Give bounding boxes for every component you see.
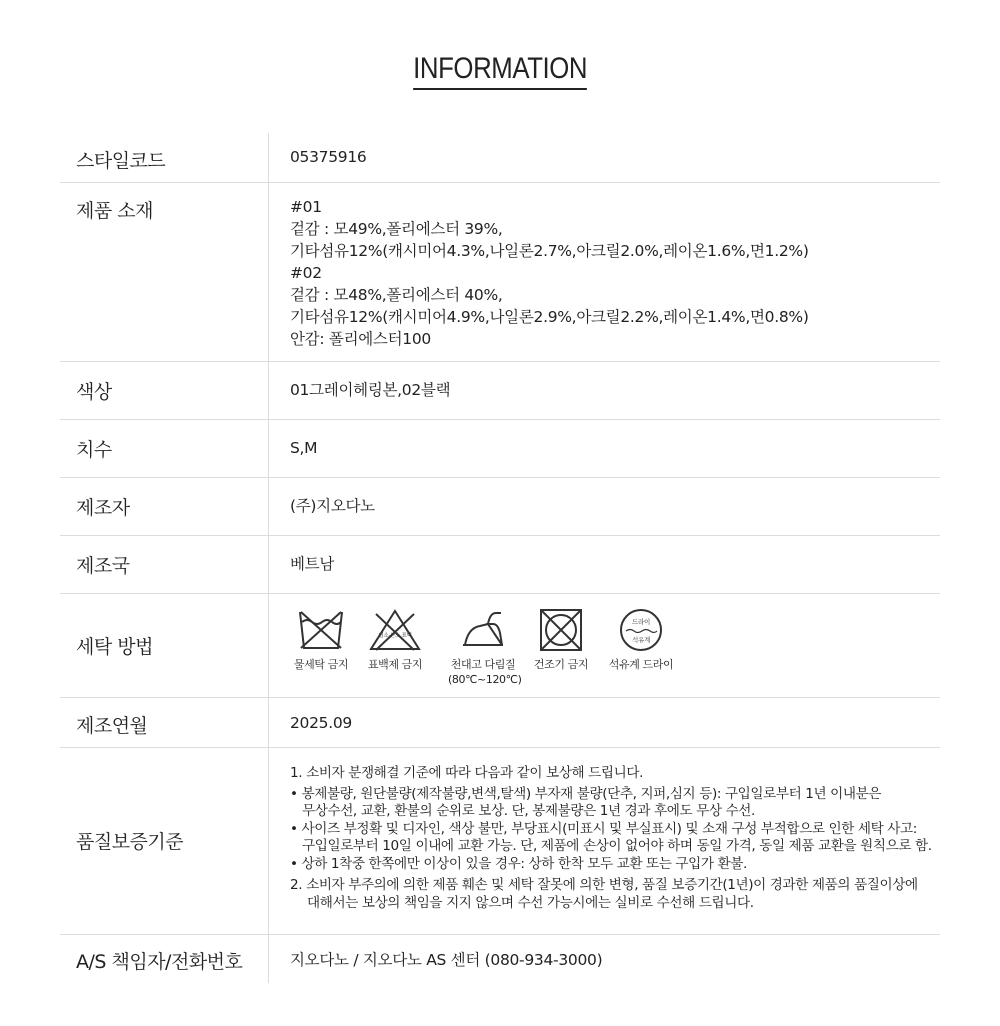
bleach-icon-text: 염소·산소 표백 <box>378 633 412 639</box>
label-size: 치수 <box>76 439 112 461</box>
petroleum-dry-clean-icon <box>618 608 664 652</box>
material-line: 겉감 : 모48%,폴리에스터 40%, <box>290 286 503 304</box>
title-wrap <box>0 52 1000 90</box>
warranty-item-2-cont: 대해서는 보상의 책임을 지지 않으며 수선 가능시에는 실비로 수선해 드립니다. <box>307 894 754 911</box>
value-cell <box>268 536 940 593</box>
care-label: 건조기 금지 <box>533 658 589 671</box>
row-date <box>60 698 940 748</box>
value-cell <box>268 133 940 182</box>
material-line: 겉감 : 모49%,폴리에스터 39%, <box>290 220 503 238</box>
value-cell <box>268 748 940 934</box>
warranty-item-2: 2. 소비자 부주의에 의한 제품 훼손 및 세탁 잘못에 의한 변형, 품질 보증기간(1년)이 경과한 제품의 품질이상에 <box>290 877 918 893</box>
care-item-no-bleach <box>364 608 426 687</box>
row-material <box>60 183 940 362</box>
warranty-bullet-2-cont: 구입일로부터 10일 이내에 교환 가능. 단, 제품에 손상이 없어야 하며 동일 가격, 동일 제품 교환을 원칙으로 함. <box>302 838 932 854</box>
no-bleach-icon <box>368 608 422 652</box>
value-style-code: 05375916 <box>290 148 367 166</box>
value-manufacturer: (주)지오다노 <box>290 497 375 515</box>
care-item-no-dryer <box>530 608 592 687</box>
care-label: 천대고 다림질 <box>450 658 516 671</box>
value-cell <box>268 183 940 361</box>
value-cell <box>268 594 940 697</box>
label-color: 색상 <box>76 381 112 403</box>
row-care <box>60 594 940 698</box>
material-lines <box>290 196 809 350</box>
no-water-wash-icon <box>297 608 345 652</box>
care-item-no-wash <box>290 608 352 687</box>
value-cell <box>268 478 940 535</box>
value-date: 2025.09 <box>290 714 352 732</box>
warranty-text <box>290 765 932 912</box>
care-item-dry-clean <box>606 608 676 687</box>
iron-icon <box>460 608 506 652</box>
label-care: 세탁 방법 <box>76 636 153 658</box>
row-style-code <box>60 133 940 183</box>
label-as: A/S 책임자/전화번호 <box>76 951 243 973</box>
value-country: 베트남 <box>290 555 335 573</box>
page-title: INFORMATION <box>413 52 587 90</box>
care-label: 석유계 드라이 <box>608 658 674 671</box>
label-style-code: 스타일코드 <box>76 150 166 172</box>
material-line: 기타섬유12%(캐시미어4.9%,나일론2.9%,아크릴2.2%,레이온1.4%,면0.8%) <box>290 308 809 326</box>
row-as <box>60 935 940 983</box>
value-cell <box>268 420 940 477</box>
label-manufacturer: 제조자 <box>76 497 130 519</box>
dry-clean-icon-bottom-text: 석유계 <box>632 636 650 644</box>
care-sublabel: (80℃~120℃) <box>448 673 522 686</box>
care-label: 물세탁 금지 <box>293 658 349 671</box>
warranty-bullet-2: • 사이즈 부정확 및 디자인, 색상 불만, 부당표시(미표시 및 부실표시) 및 소재 구성 부적합으로 인한 세탁 사고: <box>290 820 917 837</box>
warranty-bullet-1: • 봉제불량, 원단불량(제작불량,변색,탈색) 부자재 불량(단추, 지퍼,심지 등): 구입일로부터 1년 이내분은 <box>290 785 882 802</box>
row-manufacturer <box>60 478 940 536</box>
value-color: 01그레이헤링본,02블랙 <box>290 381 451 399</box>
label-material: 제품 소재 <box>76 200 153 222</box>
info-table <box>60 133 940 983</box>
value-cell <box>268 935 940 983</box>
label-country: 제조국 <box>76 555 130 577</box>
value-cell <box>268 362 940 419</box>
dry-clean-icon-top-text: 드라이 <box>632 618 650 626</box>
care-symbols <box>290 608 676 687</box>
material-line: 안감: 폴리에스터100 <box>290 330 431 348</box>
row-warranty <box>60 748 940 935</box>
material-line: #01 <box>290 198 322 216</box>
value-cell <box>268 698 940 747</box>
care-item-iron <box>448 608 522 687</box>
care-label: 표백제 금지 <box>367 658 423 671</box>
warranty-bullet-1-cont: 무상수선, 교환, 환불의 순위로 보상. 단, 봉제불량은 1년 경과 후에도 무상 수선. <box>302 803 755 819</box>
row-country <box>60 536 940 594</box>
row-color <box>60 362 940 420</box>
value-size: S,M <box>290 439 318 457</box>
warranty-item-1: 1. 소비자 분쟁해결 기준에 따라 다음과 같이 보상해 드립니다. <box>290 765 644 781</box>
label-date: 제조연월 <box>76 715 148 737</box>
material-line: 기타섬유12%(캐시미어4.3%,나일론2.7%,아크릴2.0%,레이온1.6%,면1.2%) <box>290 242 809 260</box>
value-as: 지오다노 / 지오다노 AS 센터 (080-934-3000) <box>290 951 603 969</box>
no-tumble-dry-icon <box>538 608 584 652</box>
material-line: #02 <box>290 264 322 282</box>
label-warranty: 품질보증기준 <box>76 831 184 853</box>
warranty-bullet-3: • 상하 1착중 한쪽에만 이상이 있을 경우: 상하 한착 모두 교환 또는 구입가 환불. <box>290 855 747 872</box>
row-size <box>60 420 940 478</box>
